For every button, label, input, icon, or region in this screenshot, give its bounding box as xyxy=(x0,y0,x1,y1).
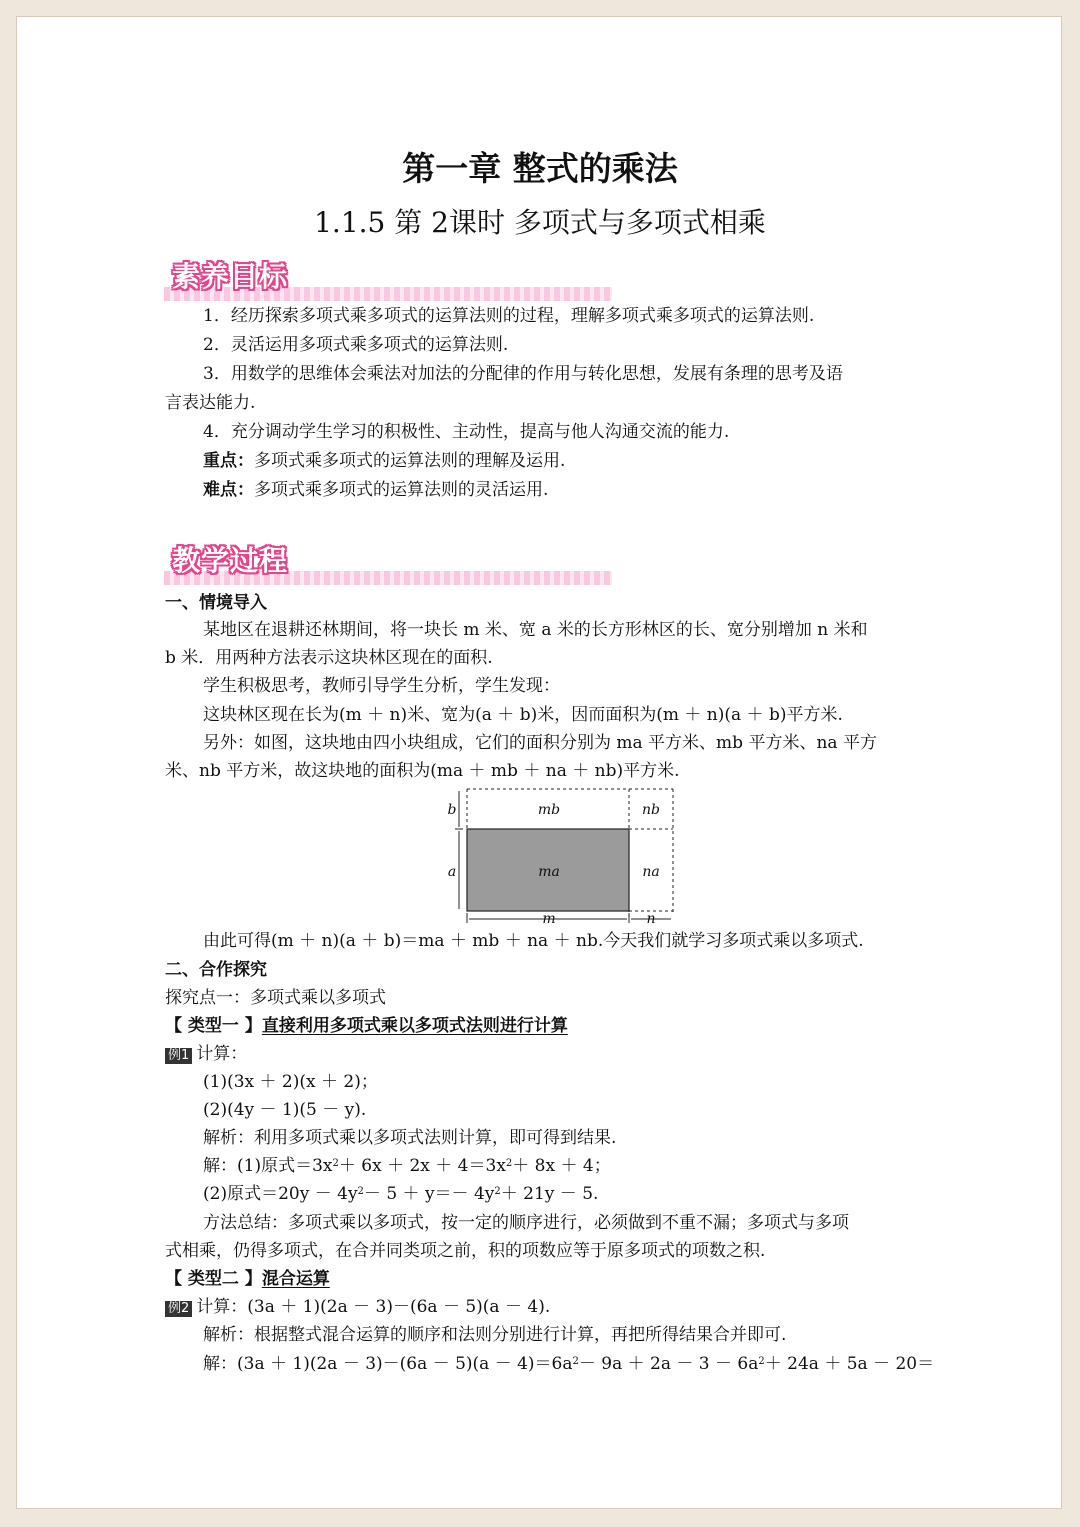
type2-heading xyxy=(165,1269,330,1289)
goal-1: 1．经历探索多项式乘多项式的运算法则的过程，理解多项式乘多项式的运算法则. xyxy=(203,306,815,326)
intro-line: 米、nb 平方米，故这块地的面积为(ma ＋ mb ＋ na ＋ nb)平方米. xyxy=(165,761,680,781)
intro-line: 这块林区现在长为(m ＋ n)米、宽为(a ＋ b)米，因而面积为(m ＋ n)(a ＋ b)平方米. xyxy=(203,705,843,725)
type1-title: 直接利用多项式乘以多项式法则进行计算 xyxy=(261,1016,568,1036)
exponent: 2 xyxy=(494,1186,501,1197)
lesson-subtitle: 1.1.5 第 2课时 多项式与多项式相乘 xyxy=(314,206,766,239)
conclusion: 由此可得(m ＋ n)(a ＋ b)＝ma ＋ mb ＋ na ＋ nb.今天我们就学习多项式乘以多项式. xyxy=(203,931,864,951)
solution-part: 解：(3a ＋ 1)(2a － 3)－(6a － 5)(a － 4)＝6a xyxy=(203,1354,573,1374)
key-point-text: 多项式乘多项式的运算法则的理解及运用. xyxy=(254,451,566,471)
example-badge: 例1 xyxy=(165,1048,192,1064)
exponent: 2 xyxy=(758,1356,765,1367)
goal-3-cont: 言表达能力. xyxy=(165,393,256,413)
intro-line: 学生积极思考，教师引导学生分析，学生发现： xyxy=(203,676,560,696)
banner-label: 素养目标 xyxy=(172,260,289,293)
type1-heading xyxy=(165,1016,568,1036)
label-b: b xyxy=(447,802,457,818)
example-lead: 计算：(3a ＋ 1)(2a － 3)－(6a － 5)(a － 4). xyxy=(196,1297,551,1317)
document-page xyxy=(16,16,1062,1509)
label-nb: nb xyxy=(642,802,660,818)
page-title: 第一章 整式的乘法 xyxy=(402,149,678,188)
solution-part: － 5 ＋ y＝－ 4y xyxy=(363,1184,495,1204)
intro-line: 另外：如图，这块地由四小块组成，它们的面积分别为 ma 平方米、mb 平方米、na 平方 xyxy=(203,733,877,753)
explore-point: 探究点一：多项式乘以多项式 xyxy=(165,988,386,1008)
method-summary: 方法总结：多项式乘以多项式，按一定的顺序进行，必须做到不重不漏；多项式与多项 xyxy=(203,1213,849,1233)
example-lead: 计算： xyxy=(196,1044,248,1064)
solution-part: (2)原式＝20y － 4y xyxy=(203,1184,358,1204)
exponent: 2 xyxy=(505,1158,513,1169)
ex1-solution-1 xyxy=(203,1156,611,1176)
method-summary-cont: 式相乘，仍得多项式，在合并同类项之前，积的项数应等于原多项式的项数之积. xyxy=(165,1241,766,1261)
goal-4: 4．充分调动学生学习的积极性、主动性，提高与他人沟通交流的能力. xyxy=(203,422,730,442)
area-diagram xyxy=(441,787,681,925)
solution-part: 解：(1)原式＝3x xyxy=(203,1156,333,1176)
ex2-analysis: 解析：根据整式混合运算的顺序和法则分别进行计算，再把所得结果合并即可. xyxy=(203,1325,787,1345)
solution-part: ＋ 24a ＋ 5a － 20＝ xyxy=(764,1354,935,1374)
label-n: n xyxy=(646,911,656,925)
example-1 xyxy=(165,1044,247,1064)
banner-label: 教学过程 xyxy=(172,544,289,577)
label-ma: ma xyxy=(538,864,560,880)
difficult-point xyxy=(203,480,548,500)
goal-3: 3．用数学的思维体会乘法对加法的分配律的作用与转化思想，发展有条理的思考及语 xyxy=(203,364,843,384)
section-banner-goals xyxy=(164,255,612,303)
ex1-analysis: 解析：利用多项式乘以多项式法则计算，即可得到结果. xyxy=(203,1128,617,1148)
key-point-label: 重点： xyxy=(203,451,254,471)
ex1-question-1: (1)(3x ＋ 2)(x ＋ 2)； xyxy=(203,1072,378,1092)
key-point xyxy=(203,451,565,471)
example-badge: 例2 xyxy=(165,1301,192,1317)
exponent: 2 xyxy=(572,1356,579,1367)
label-a: a xyxy=(447,864,457,880)
intro-line: 某地区在退耕还林期间，将一块长 m 米、宽 a 米的长方形林区的长、宽分别增加 n 米和 xyxy=(203,620,868,640)
intro-line: b 米．用两种方法表示这块林区现在的面积. xyxy=(165,648,493,668)
difficult-point-label: 难点： xyxy=(203,480,254,500)
solution-part: － 9a ＋ 2a － 3 － 6a xyxy=(578,1354,759,1374)
label-m: m xyxy=(542,911,556,925)
solution-part: ＋ 21y － 5. xyxy=(500,1184,599,1204)
ex2-solution xyxy=(203,1354,934,1374)
section-banner-process xyxy=(164,539,612,587)
type1-bracket: 【 类型一 】 xyxy=(165,1016,262,1036)
part2-heading: 二、合作探究 xyxy=(165,960,267,980)
goal-2: 2．灵活运用多项式乘多项式的运算法则. xyxy=(203,335,509,355)
solution-part: ＋ 8x ＋ 4； xyxy=(512,1156,611,1176)
part1-heading: 一、情境导入 xyxy=(165,593,267,613)
exponent: 2 xyxy=(357,1186,364,1197)
exponent: 2 xyxy=(332,1158,339,1169)
solution-part: ＋ 6x ＋ 2x ＋ 4＝3x xyxy=(338,1156,506,1176)
example-2 xyxy=(165,1297,550,1317)
label-mb: mb xyxy=(537,802,561,818)
type2-title: 混合运算 xyxy=(261,1269,330,1289)
difficult-point-text: 多项式乘多项式的运算法则的灵活运用. xyxy=(254,480,549,500)
ex1-question-2: (2)(4y － 1)(5 － y). xyxy=(203,1100,367,1120)
label-na: na xyxy=(642,864,660,880)
type2-bracket: 【 类型二 】 xyxy=(165,1269,262,1289)
ex1-solution-2 xyxy=(203,1184,598,1204)
